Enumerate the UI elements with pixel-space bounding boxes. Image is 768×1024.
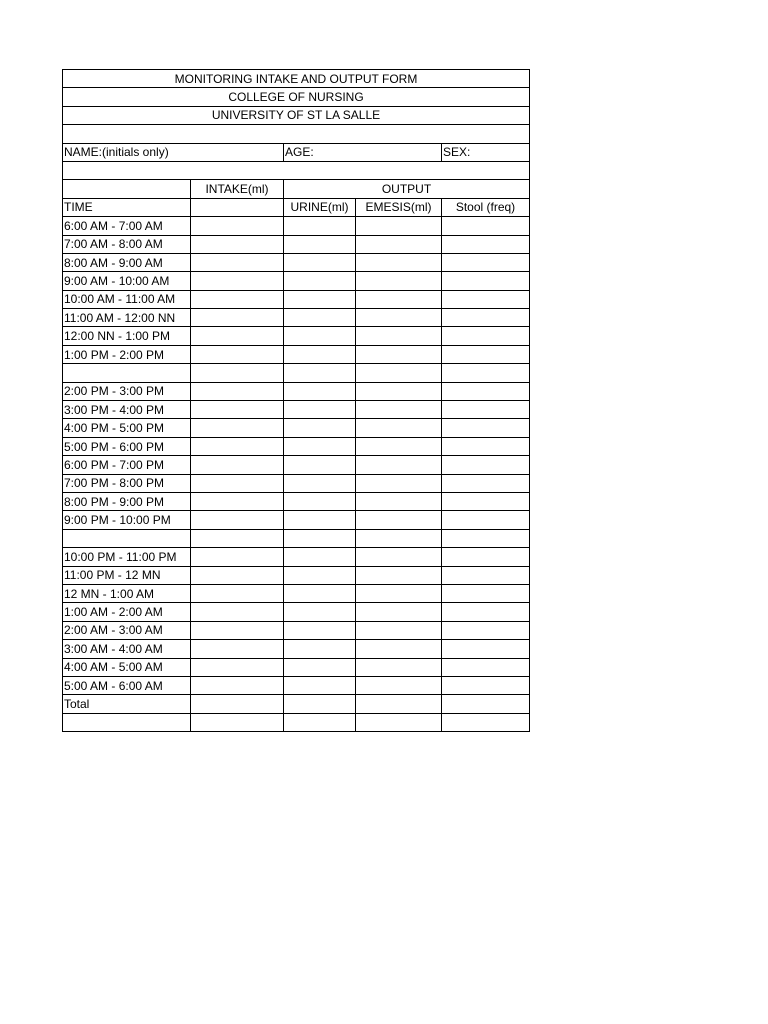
time-slot-row [63, 658, 530, 676]
emesis-cell[interactable] [356, 253, 442, 271]
urine-cell[interactable] [284, 640, 356, 658]
time-slot-label: 6:00 AM - 7:00 AM [63, 217, 191, 235]
intake-cell[interactable] [191, 327, 284, 345]
emesis-cell[interactable] [356, 327, 442, 345]
stool-cell[interactable] [442, 474, 530, 492]
emesis-cell[interactable] [356, 235, 442, 253]
column-header-row [63, 198, 530, 216]
empty-cell[interactable] [63, 529, 191, 547]
emesis-cell[interactable] [356, 548, 442, 566]
time-slot-label: 8:00 PM - 9:00 PM [63, 492, 191, 510]
blank-row [63, 713, 530, 731]
urine-cell[interactable] [284, 253, 356, 271]
stool-cell[interactable] [442, 640, 530, 658]
emesis-cell[interactable] [356, 566, 442, 584]
intake-cell[interactable] [191, 419, 284, 437]
intake-cell[interactable] [191, 345, 284, 363]
empty-cell[interactable] [356, 364, 442, 382]
patient-info-row [63, 143, 530, 161]
form-title: MONITORING INTAKE AND OUTPUT FORM [63, 70, 530, 88]
empty-cell[interactable] [191, 713, 284, 731]
stool-cell[interactable] [442, 401, 530, 419]
time-slot-label: 3:00 AM - 4:00 AM [63, 640, 191, 658]
total-label: Total [63, 695, 191, 713]
empty-cell[interactable] [356, 713, 442, 731]
urine-cell[interactable] [284, 309, 356, 327]
emesis-cell[interactable] [356, 603, 442, 621]
empty-cell[interactable] [284, 713, 356, 731]
urine-cell[interactable] [284, 345, 356, 363]
emesis-cell[interactable] [356, 382, 442, 400]
urine-cell[interactable] [284, 492, 356, 510]
empty-cell[interactable] [191, 364, 284, 382]
emesis-cell[interactable] [356, 676, 442, 694]
time-slot-label: 2:00 PM - 3:00 PM [63, 382, 191, 400]
intake-cell[interactable] [191, 584, 284, 602]
time-slot-row [63, 309, 530, 327]
time-slot-label: 10:00 AM - 11:00 AM [63, 290, 191, 308]
intake-cell[interactable] [191, 640, 284, 658]
time-slot-label: 8:00 AM - 9:00 AM [63, 253, 191, 271]
urine-cell[interactable] [284, 419, 356, 437]
intake-cell[interactable] [191, 676, 284, 694]
stool-cell[interactable] [442, 253, 530, 271]
time-slot-label: 12:00 NN - 1:00 PM [63, 327, 191, 345]
time-slot-row [63, 419, 530, 437]
empty-cell[interactable] [63, 364, 191, 382]
emesis-cell[interactable] [356, 474, 442, 492]
time-slot-row [63, 676, 530, 694]
empty-cell[interactable] [442, 529, 530, 547]
empty-cell[interactable] [284, 529, 356, 547]
time-slot-label: 10:00 PM - 11:00 PM [63, 548, 191, 566]
stool-cell[interactable] [442, 309, 530, 327]
column-group-header-row [63, 180, 530, 198]
stool-cell[interactable] [442, 235, 530, 253]
intake-cell[interactable] [191, 290, 284, 308]
spacer-row [63, 125, 530, 143]
time-slot-row [63, 290, 530, 308]
intake-cell[interactable] [191, 235, 284, 253]
stool-cell[interactable] [442, 437, 530, 455]
time-slot-label: 5:00 PM - 6:00 PM [63, 437, 191, 455]
urine-cell[interactable] [284, 272, 356, 290]
time-slot-row [63, 474, 530, 492]
urine-header: URINE(ml) [284, 198, 356, 216]
time-slot-label: 4:00 PM - 5:00 PM [63, 419, 191, 437]
intake-cell[interactable] [191, 548, 284, 566]
university-name: UNIVERSITY OF ST LA SALLE [63, 106, 530, 124]
stool-cell[interactable] [442, 511, 530, 529]
empty-cell[interactable] [442, 713, 530, 731]
total-row [63, 695, 530, 713]
urine-cell[interactable] [284, 511, 356, 529]
emesis-cell[interactable] [356, 272, 442, 290]
shift1-rows [63, 217, 530, 364]
urine-cell[interactable] [284, 290, 356, 308]
urine-cell[interactable] [284, 584, 356, 602]
emesis-cell[interactable] [356, 217, 442, 235]
urine-cell[interactable] [284, 456, 356, 474]
urine-cell[interactable] [284, 327, 356, 345]
urine-cell[interactable] [284, 437, 356, 455]
blank-row [63, 364, 530, 382]
time-slot-label: 12 MN - 1:00 AM [63, 584, 191, 602]
time-slot-row [63, 456, 530, 474]
intake-cell[interactable] [191, 217, 284, 235]
stool-cell[interactable] [442, 658, 530, 676]
urine-cell[interactable] [284, 548, 356, 566]
intake-cell[interactable] [191, 511, 284, 529]
intake-cell[interactable] [191, 566, 284, 584]
college-name: COLLEGE OF NURSING [63, 88, 530, 106]
emesis-cell[interactable] [356, 437, 442, 455]
stool-cell[interactable] [442, 419, 530, 437]
time-slot-label: 3:00 PM - 4:00 PM [63, 401, 191, 419]
stool-cell[interactable] [442, 456, 530, 474]
emesis-cell[interactable] [356, 511, 442, 529]
urine-cell[interactable] [284, 566, 356, 584]
intake-cell[interactable] [191, 401, 284, 419]
name-label[interactable]: NAME:(initials only) [63, 143, 284, 161]
intake-cell[interactable] [191, 272, 284, 290]
urine-cell[interactable] [284, 676, 356, 694]
time-slot-label: 2:00 AM - 3:00 AM [63, 621, 191, 639]
time-slot-label: 11:00 PM - 12 MN [63, 566, 191, 584]
intake-cell[interactable] [191, 456, 284, 474]
time-slot-row [63, 382, 530, 400]
total-stool-cell[interactable] [442, 695, 530, 713]
emesis-cell[interactable] [356, 456, 442, 474]
stool-cell[interactable] [442, 327, 530, 345]
blank-row [63, 529, 530, 547]
time-slot-row [63, 621, 530, 639]
intake-cell[interactable] [191, 658, 284, 676]
shift-separator [63, 364, 530, 382]
time-slot-row [63, 640, 530, 658]
empty-cell [63, 180, 191, 198]
time-slot-label: 1:00 AM - 2:00 AM [63, 603, 191, 621]
intake-cell[interactable] [191, 621, 284, 639]
time-slot-row [63, 217, 530, 235]
stool-cell[interactable] [442, 382, 530, 400]
time-slot-row [63, 401, 530, 419]
time-slot-row [63, 345, 530, 363]
time-slot-row [63, 603, 530, 621]
emesis-cell[interactable] [356, 640, 442, 658]
stool-cell[interactable] [442, 492, 530, 510]
empty-cell[interactable] [356, 529, 442, 547]
totals-section [63, 695, 530, 732]
time-slot-label: 11:00 AM - 12:00 NN [63, 309, 191, 327]
output-header: OUTPUT [284, 180, 530, 198]
intake-cell[interactable] [191, 474, 284, 492]
time-slot-label: 9:00 PM - 10:00 PM [63, 511, 191, 529]
time-slot-row [63, 511, 530, 529]
shift-separator [63, 529, 530, 547]
emesis-cell[interactable] [356, 621, 442, 639]
time-slot-row [63, 584, 530, 602]
stool-cell[interactable] [442, 603, 530, 621]
university-row [63, 106, 530, 124]
emesis-cell[interactable] [356, 309, 442, 327]
spacer-row [63, 161, 530, 179]
empty-cell[interactable] [284, 364, 356, 382]
stool-cell[interactable] [442, 566, 530, 584]
empty-cell[interactable] [63, 161, 530, 179]
time-header: TIME [63, 198, 191, 216]
stool-cell[interactable] [442, 345, 530, 363]
intake-cell[interactable] [191, 603, 284, 621]
shift2-rows [63, 382, 530, 529]
time-slot-row [63, 437, 530, 455]
sex-label[interactable]: SEX: [442, 143, 530, 161]
time-slot-row [63, 566, 530, 584]
time-slot-row [63, 548, 530, 566]
age-label[interactable]: AGE: [284, 143, 442, 161]
intake-cell[interactable] [191, 253, 284, 271]
emesis-cell[interactable] [356, 290, 442, 308]
stool-cell[interactable] [442, 621, 530, 639]
time-slot-row [63, 327, 530, 345]
stool-cell[interactable] [442, 676, 530, 694]
title-row [63, 70, 530, 88]
urine-cell[interactable] [284, 474, 356, 492]
time-slot-label: 7:00 AM - 8:00 AM [63, 235, 191, 253]
empty-cell[interactable] [442, 364, 530, 382]
total-urine-cell[interactable] [284, 695, 356, 713]
empty-cell [191, 198, 284, 216]
stool-cell[interactable] [442, 584, 530, 602]
time-slot-label: 5:00 AM - 6:00 AM [63, 676, 191, 694]
time-slot-row [63, 235, 530, 253]
form-body [63, 70, 530, 217]
intake-cell[interactable] [191, 437, 284, 455]
intake-cell[interactable] [191, 382, 284, 400]
shift3-rows [63, 548, 530, 695]
urine-cell[interactable] [284, 382, 356, 400]
total-emesis-cell[interactable] [356, 695, 442, 713]
urine-cell[interactable] [284, 621, 356, 639]
time-slot-label: 4:00 AM - 5:00 AM [63, 658, 191, 676]
empty-cell[interactable] [63, 713, 191, 731]
time-slot-row [63, 492, 530, 510]
emesis-cell[interactable] [356, 584, 442, 602]
time-slot-label: 9:00 AM - 10:00 AM [63, 272, 191, 290]
intake-cell[interactable] [191, 309, 284, 327]
emesis-header: EMESIS(ml) [356, 198, 442, 216]
stool-cell[interactable] [442, 548, 530, 566]
intake-header: INTAKE(ml) [191, 180, 284, 198]
stool-cell[interactable] [442, 217, 530, 235]
empty-cell[interactable] [191, 529, 284, 547]
time-slot-label: 1:00 PM - 2:00 PM [63, 345, 191, 363]
stool-cell[interactable] [442, 290, 530, 308]
urine-cell[interactable] [284, 401, 356, 419]
stool-header: Stool (freq) [442, 198, 530, 216]
time-slot-row [63, 272, 530, 290]
urine-cell[interactable] [284, 217, 356, 235]
intake-cell[interactable] [191, 492, 284, 510]
time-slot-row [63, 253, 530, 271]
intake-output-form [62, 69, 530, 732]
total-intake-cell[interactable] [191, 695, 284, 713]
emesis-cell[interactable] [356, 401, 442, 419]
empty-cell[interactable] [63, 125, 530, 143]
time-slot-label: 6:00 PM - 7:00 PM [63, 456, 191, 474]
emesis-cell[interactable] [356, 658, 442, 676]
emesis-cell[interactable] [356, 419, 442, 437]
emesis-cell[interactable] [356, 492, 442, 510]
urine-cell[interactable] [284, 658, 356, 676]
time-slot-label: 7:00 PM - 8:00 PM [63, 474, 191, 492]
emesis-cell[interactable] [356, 345, 442, 363]
stool-cell[interactable] [442, 272, 530, 290]
college-row [63, 88, 530, 106]
urine-cell[interactable] [284, 603, 356, 621]
urine-cell[interactable] [284, 235, 356, 253]
